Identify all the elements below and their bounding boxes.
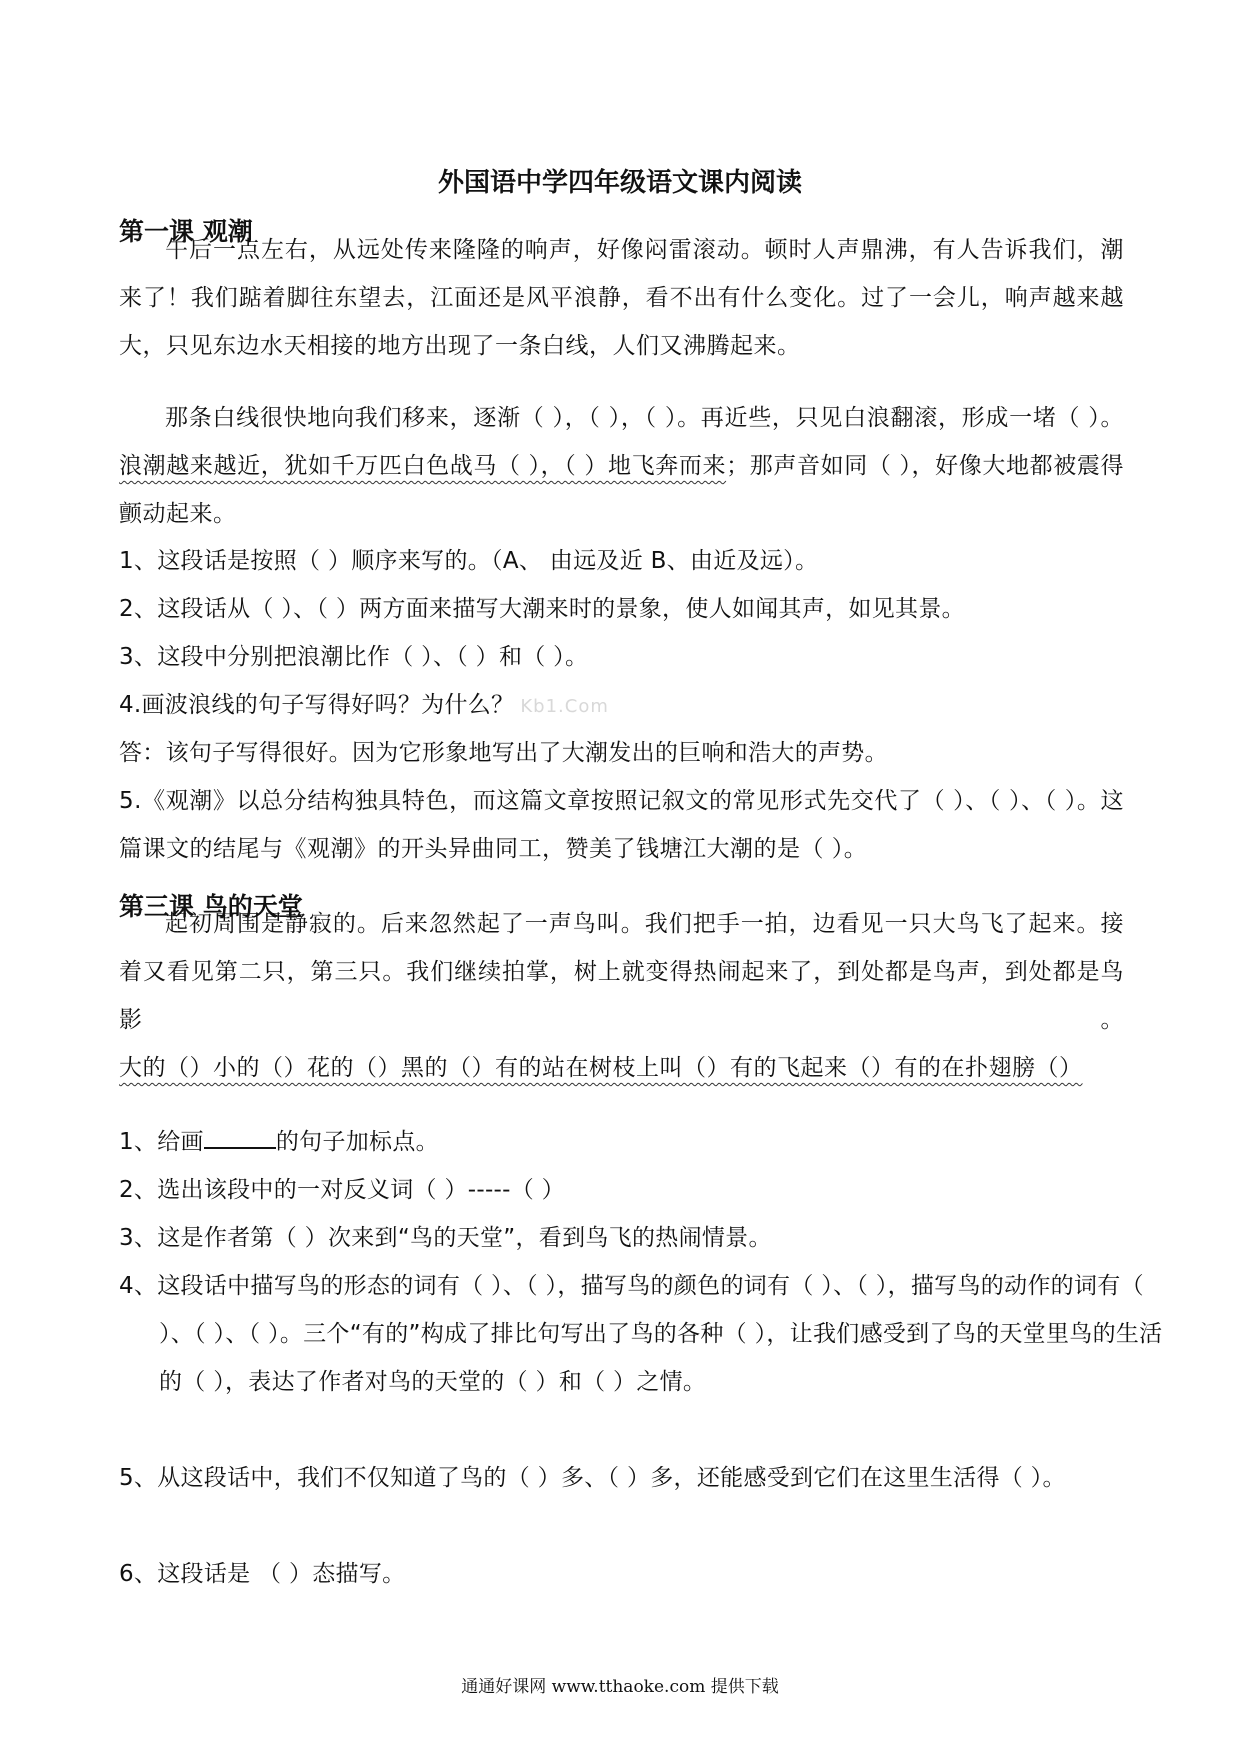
- lesson1-question1: 1、这段话是按照（ ）顺序来写的。（A、 由远及近 B、由近及远）。: [119, 548, 819, 574]
- page-title: 外国语中学四年级语文课内阅读: [437, 168, 802, 198]
- page-footer: 通通好课网 www.tthaoke.com 提供下载: [461, 1677, 779, 1697]
- lesson1-paragraph2: [119, 394, 1124, 538]
- lesson1-paragraph1: 午后一点左右，从远处传来隆隆的响声，好像闷雷滚动。顿时人声鼎沸，有人告诉我们，潮来了！我们踮着脚往东望去，江面还是风平浪静，看不出有什么变化。过了一会儿，响声越来越大，只见东边水天相接的地方出现了一条白线，人们又沸腾起来。: [119, 237, 1124, 359]
- lesson3-heading: 第三课 鸟的天堂: [119, 892, 303, 921]
- lesson3-question1-text-a: 1、给画: [119, 1129, 204, 1155]
- lesson1-question5: 5.《观潮》以总分结构独具特色，而这篇文章按照记叙文的常见形式先交代了（ ）、（ ）、（ ）。这篇课文的结尾与《观潮》的开头异曲同工，赞美了钱塘江大潮的是（ ）。: [119, 788, 1124, 862]
- lesson1-answer4: 答：该句子写得很好。因为它形象地写出了大潮发出的巨响和浩大的声势。: [119, 740, 888, 766]
- lesson1-question2: 2、这段话从（ ）、（ ）两方面来描写大潮来时的景象，使人如闻其声，如见其景。: [119, 596, 965, 622]
- lesson3-question6: 6、这段话是 （ ）态描写。: [119, 1561, 406, 1587]
- watermark-text: Kb1.Com: [520, 696, 609, 717]
- lesson3-paragraph1-text: 起初周围是静寂的。后来忽然起了一声鸟叫。我们把手一拍，边看见一只大鸟飞了起来。接着又看见第二只，第三只。我们继续拍掌，树上就变得热闹起来了，到处都是鸟声，到处都是鸟影。: [119, 911, 1124, 1033]
- lesson1-paragraph2-text-b: ；那声音如同（ ），好像大地都被震得颤动起来。: [119, 453, 1125, 527]
- lesson1-question3: 3、这段中分别把浪潮比作（ ）、（ ）和（ ）。: [119, 644, 589, 670]
- lesson3-question2: 2、选出该段中的一对反义词（ ）-----（ ）: [119, 1177, 565, 1203]
- lesson3-question1-text-b: 的句子加标点。: [275, 1129, 439, 1155]
- lesson3-wavy-sentence: 大的（）小的（）花的（）黑的（）有的站在树枝上叫（）有的飞起来（）有的在扑翅膀（）: [119, 1055, 1083, 1081]
- lesson3-paragraph1: [119, 900, 1124, 1092]
- lesson3-question4: 4、这段话中描写鸟的形态的词有（ ）、（ ），描写鸟的颜色的词有（ ）、（ ），描写鸟的动作的词有（ ）、（ ）、（ ）。三个“有的”构成了排比句写出了鸟的各种（ ），让我们感受到了鸟的天堂里鸟的生活的（ ），表达了作者对鸟的天堂的（ ）和（ ）之情。: [119, 1273, 1163, 1395]
- lesson1-paragraph2-text-a: 那条白线很快地向我们移来，逐渐（ ），（ ），（ ）。再近些，只见白浪翻滚，形成一堵（ ）。: [165, 405, 1124, 431]
- lesson1-question4-text: 4.画波浪线的句子写得好吗？为什么？: [119, 692, 515, 718]
- lesson1-wavy-sentence: 浪潮越来越近，犹如千万匹白色战马（ ），（ ）地飞奔而来: [119, 453, 727, 479]
- lesson3-question3: 3、这是作者第（ ）次来到“鸟的天堂”，看到鸟飞的热闹情景。: [119, 1225, 772, 1251]
- lesson1-heading: 第一课 观潮: [119, 217, 253, 246]
- underline-blank: [204, 1125, 276, 1149]
- lesson3-question1: [119, 1118, 1129, 1166]
- lesson3-question5: 5、从这段话中，我们不仅知道了鸟的（ ）多、（ ）多，还能感受到它们在这里生活得（ ）。: [119, 1465, 1066, 1491]
- lesson1-question4: [119, 681, 1129, 731]
